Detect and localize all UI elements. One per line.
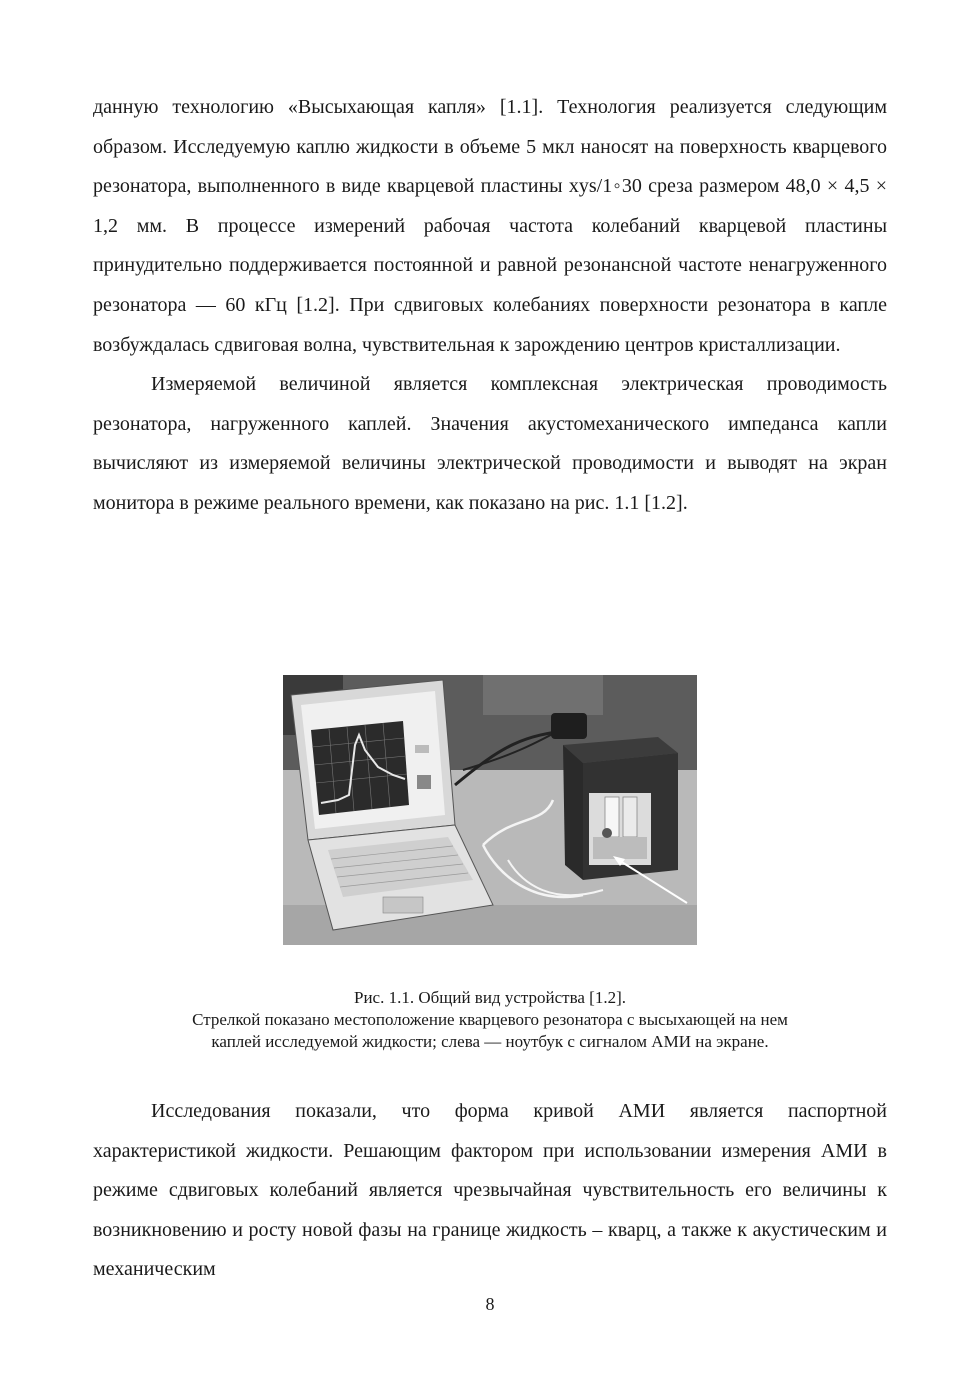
body-text-top — [93, 88, 887, 524]
paragraph-research: Исследования показали, что форма кривой АМИ является паспортной характеристикой жидкости. Решающим фактором при использовании измерения АМИ в режиме сдвиговых колебаний является чрезвычайная чувствительность его величины к возникновению и росту новой фазы на границе жидкость – кварц, а также к акустическим и механическим — [93, 1100, 887, 1281]
caption-title: Рис. 1.1. Общий вид устройства [1.2]. — [353, 988, 626, 1007]
caption-description-line1: Стрелкой показано местоположение кварцевого резонатора с высыхающей на нем — [192, 1010, 788, 1029]
body-text-bottom — [93, 1092, 887, 1290]
page-number: 8 — [485, 1294, 495, 1314]
paragraph-technology: данную технологию «Высыхающая капля» [1.1]. Технология реализуется следующим образом. Исследуемую каплю жидкости в объеме 5 мкл наносят на поверхность кварцевого резонатора, выполненного в виде кварцевой пластины xys/1◦30 среза размером 48,0 × 4,5 × 1,2 мм. В процессе измерений рабочая частота колебаний кварцевой пластины принудительно поддерживается постоянной и равной резонансной частоте ненагруженного резонатора — 60 кГц [1.2]. При сдвиговых колебаниях поверхности резонатора в капле возбуждалась сдвиговая волна, чувствительная к зарождению центров кристаллизации. — [93, 96, 887, 356]
figure-caption — [93, 987, 887, 1053]
caption-description-line2: каплей исследуемой жидкости; слева — ноутбук с сигналом АМИ на экране. — [211, 1032, 769, 1051]
device-photo — [283, 675, 697, 945]
paragraph-conductivity: Измеряемой величиной является комплексная электрическая проводимость резонатора, нагруженного каплей. Значения акустомеханического импеданса капли вычисляют из измеряемой величины электрической проводимости и выводят на экран монитора в режиме реального времени, как показано на рис. 1.1 [1.2]. — [93, 373, 887, 514]
